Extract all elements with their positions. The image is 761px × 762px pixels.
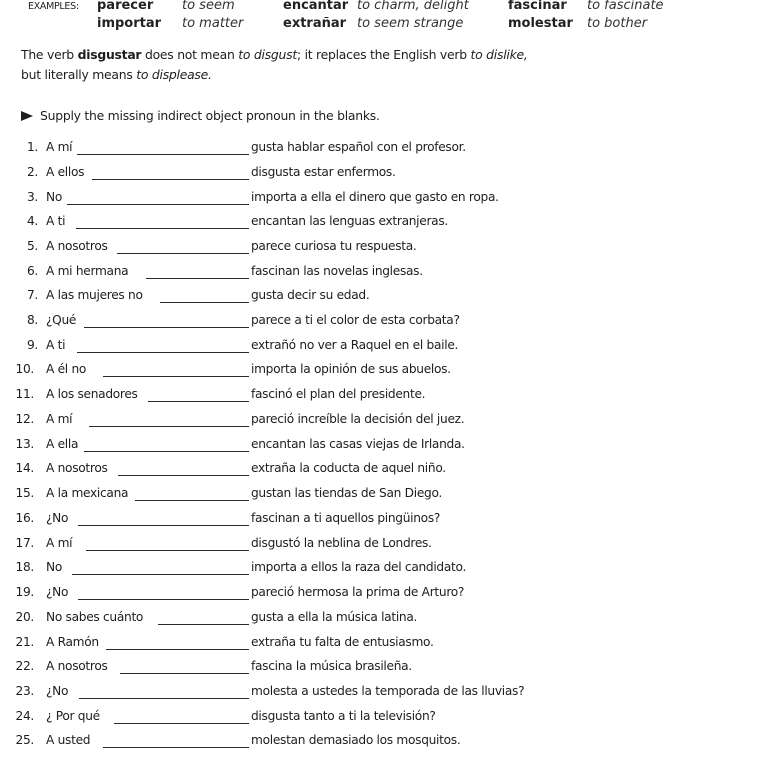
exercise-prompt: A él no [46, 362, 87, 376]
exercise-item [0, 437, 761, 457]
exercise-prompt: A mí [46, 412, 73, 426]
example-verb: parecer [97, 0, 154, 13]
exercise-sentence-end: disgustó la neblina de Londres. [251, 536, 432, 550]
exercise-prompt: A mi hermana [46, 264, 129, 278]
exercise-item [0, 288, 761, 308]
exercise-prompt: A la mexicana [46, 486, 129, 500]
exercise-sentence-end: fascinan a ti aquellos pingüinos? [251, 511, 441, 525]
exercise-number: 5. [26, 239, 38, 253]
example-gloss: to bother [587, 16, 648, 31]
answer-blank[interactable] [78, 525, 249, 526]
exercise-item [0, 214, 761, 234]
intro-text: does not mean [141, 47, 239, 62]
exercise-number: 23. [15, 684, 34, 698]
exercise-prompt: ¿No [46, 585, 69, 599]
exercise-item [0, 264, 761, 284]
answer-blank[interactable] [103, 376, 249, 377]
exercise-item [0, 165, 761, 185]
exercise-item [0, 486, 761, 506]
exercise-number: 10. [15, 362, 34, 376]
exercise-item [0, 659, 761, 679]
intro-italic: to displease. [136, 67, 212, 82]
exercise-item [0, 387, 761, 407]
exercise-number: 16. [15, 511, 34, 525]
exercise-item [0, 412, 761, 432]
exercise-sentence-end: gusta hablar español con el profesor. [251, 140, 466, 154]
answer-blank[interactable] [79, 698, 249, 699]
exercise-prompt: A los senadores [46, 387, 138, 401]
exercise-number: 2. [26, 165, 38, 179]
exercise-number: 21. [15, 635, 34, 649]
exercise-prompt: A Ramón [46, 635, 99, 649]
example-gloss: to seem [182, 0, 235, 13]
example-verb: fascinar [508, 0, 567, 13]
exercise-number: 15. [15, 486, 34, 500]
exercise-number: 25. [15, 733, 34, 747]
answer-blank[interactable] [78, 599, 249, 600]
answer-blank[interactable] [92, 179, 249, 180]
exercise-sentence-end: disgusta estar enfermos. [251, 165, 396, 179]
example-gloss: to fascinate [587, 0, 664, 13]
exercise-item [0, 585, 761, 605]
exercise-prompt: No [46, 560, 62, 574]
intro-italic: to disgust [238, 47, 297, 62]
answer-blank[interactable] [77, 154, 249, 155]
exercise-sentence-end: extraña la coducta de aquel niño. [251, 461, 446, 475]
exercise-item [0, 511, 761, 531]
exercise-number: 7. [26, 288, 38, 302]
exercise-prompt: No sabes cuánto [46, 610, 144, 624]
arrow-bullet-icon [21, 111, 33, 121]
intro-text: The verb [21, 47, 78, 62]
exercise-number: 13. [15, 437, 34, 451]
exercise-item [0, 362, 761, 382]
intro-text: but literally means [21, 67, 137, 82]
exercise-prompt: A nosotros [46, 461, 108, 475]
exercise-number: 17. [15, 536, 34, 550]
exercise-item [0, 313, 761, 333]
exercise-sentence-end: gusta decir su edad. [251, 288, 370, 302]
exercise-sentence-end: parece a ti el color de esta corbata? [251, 313, 460, 327]
answer-blank[interactable] [89, 426, 249, 427]
exercise-sentence-end: fascinan las novelas inglesas. [251, 264, 423, 278]
exercise-sentence-end: gustan las tiendas de San Diego. [251, 486, 442, 500]
example-gloss: to matter [182, 16, 244, 31]
exercise-sentence-end: fascina la música brasileña. [251, 659, 412, 673]
answer-blank[interactable] [84, 327, 249, 328]
exercise-sentence-end: pareció hermosa la prima de Arturo? [251, 585, 465, 599]
exercise-item [0, 635, 761, 655]
exercise-item [0, 684, 761, 704]
exercise-prompt: A mí [46, 536, 73, 550]
answer-blank[interactable] [114, 723, 249, 724]
exercise-sentence-end: importa a ellos la raza del candidato. [251, 560, 467, 574]
exercise-item [0, 610, 761, 630]
examples-label: EXAMPLES: [28, 1, 79, 12]
answer-blank[interactable] [117, 253, 249, 254]
exercise-sentence-end: importa la opinión de sus abuelos. [251, 362, 451, 376]
exercise-item [0, 536, 761, 556]
exercise-prompt: ¿ Por qué [46, 709, 100, 723]
exercise-number: 6. [26, 264, 38, 278]
answer-blank[interactable] [158, 624, 249, 625]
exercise-prompt: A ellos [46, 165, 85, 179]
exercise-sentence-end: parece curiosa tu respuesta. [251, 239, 417, 253]
exercise-prompt: A nosotros [46, 659, 108, 673]
exercise-sentence-end: fascinó el plan del presidente. [251, 387, 426, 401]
exercise-sentence-end: molestan demasiado los mosquitos. [251, 733, 461, 747]
exercise-sentence-end: pareció increíble la decisión del juez. [251, 412, 465, 426]
answer-blank[interactable] [84, 451, 249, 452]
exercise-sentence-end: molesta a ustedes la temporada de las lluvias? [251, 684, 525, 698]
intro-bold-verb: disgustar [77, 47, 142, 62]
answer-blank[interactable] [160, 302, 249, 303]
examples-header [0, 0, 761, 34]
answer-blank[interactable] [148, 401, 249, 402]
exercise-item [0, 239, 761, 259]
answer-blank[interactable] [103, 747, 249, 748]
exercise-sentence-end: extrañó no ver a Raquel en el baile. [251, 338, 459, 352]
exercise-prompt: A ella [46, 437, 79, 451]
exercise-prompt: A las mujeres no [46, 288, 143, 302]
exercise-sentence-end: extraña tu falta de entusiasmo. [251, 635, 434, 649]
exercise-prompt: A usted [46, 733, 91, 747]
exercise-prompt: ¿Qué [46, 313, 77, 327]
answer-blank[interactable] [146, 278, 249, 279]
exercise-sentence-end: encantan las lenguas extranjeras. [251, 214, 448, 228]
example-verb: importar [97, 16, 162, 31]
exercise-number: 24. [15, 709, 34, 723]
exercise-number: 3. [26, 190, 38, 204]
exercise-number: 4. [26, 214, 38, 228]
example-verb: extrañar [283, 16, 347, 31]
exercise-number: 1. [26, 140, 38, 154]
exercise-prompt: A nosotros [46, 239, 108, 253]
exercise-sentence-end: disgusta tanto a ti la televisión? [251, 709, 436, 723]
exercise-number: 20. [15, 610, 34, 624]
exercise-prompt: A mí [46, 140, 73, 154]
exercise-number: 11. [15, 387, 34, 401]
exercise-item [0, 461, 761, 481]
answer-blank[interactable] [118, 475, 249, 476]
answer-blank[interactable] [77, 352, 249, 353]
exercise-number: 18. [15, 560, 34, 574]
exercise-item [0, 140, 761, 160]
exercise-sentence-end: encantan las casas viejas de Irlanda. [251, 437, 465, 451]
exercise-item [0, 709, 761, 729]
answer-blank[interactable] [120, 673, 249, 674]
exercise-number: 14. [15, 461, 34, 475]
answer-blank[interactable] [106, 649, 249, 650]
exercise-item [0, 560, 761, 580]
example-verb: encantar [283, 0, 349, 13]
answer-blank[interactable] [72, 574, 249, 575]
exercise-number: 22. [15, 659, 34, 673]
instruction [21, 108, 380, 123]
answer-blank[interactable] [86, 550, 249, 551]
intro-paragraph [21, 45, 541, 85]
instruction-text: Supply the missing indirect object pronoun in the blanks. [40, 108, 380, 123]
exercise-sentence-end: gusta a ella la música latina. [251, 610, 418, 624]
intro-italic: to dislike, [470, 47, 528, 62]
exercise-prompt: ¿No [46, 684, 69, 698]
answer-blank[interactable] [76, 228, 249, 229]
example-gloss: to charm, delight [357, 0, 469, 13]
exercise-prompt: ¿No [46, 511, 69, 525]
exercise-number: 8. [26, 313, 38, 327]
exercise-prompt: A ti [46, 338, 66, 352]
exercise-sentence-end: importa a ella el dinero que gasto en ropa. [251, 190, 499, 204]
exercise-item [0, 733, 761, 753]
exercise-number: 19. [15, 585, 34, 599]
exercise-item [0, 338, 761, 358]
example-gloss: to seem strange [357, 16, 464, 31]
exercise-number: 12. [15, 412, 34, 426]
exercise-prompt: No [46, 190, 62, 204]
answer-blank[interactable] [67, 204, 249, 205]
intro-text: ; it replaces the English verb [296, 47, 471, 62]
exercise-item [0, 190, 761, 210]
example-verb: molestar [508, 16, 573, 31]
exercise-prompt: A ti [46, 214, 66, 228]
answer-blank[interactable] [135, 500, 249, 501]
exercise-number: 9. [26, 338, 38, 352]
